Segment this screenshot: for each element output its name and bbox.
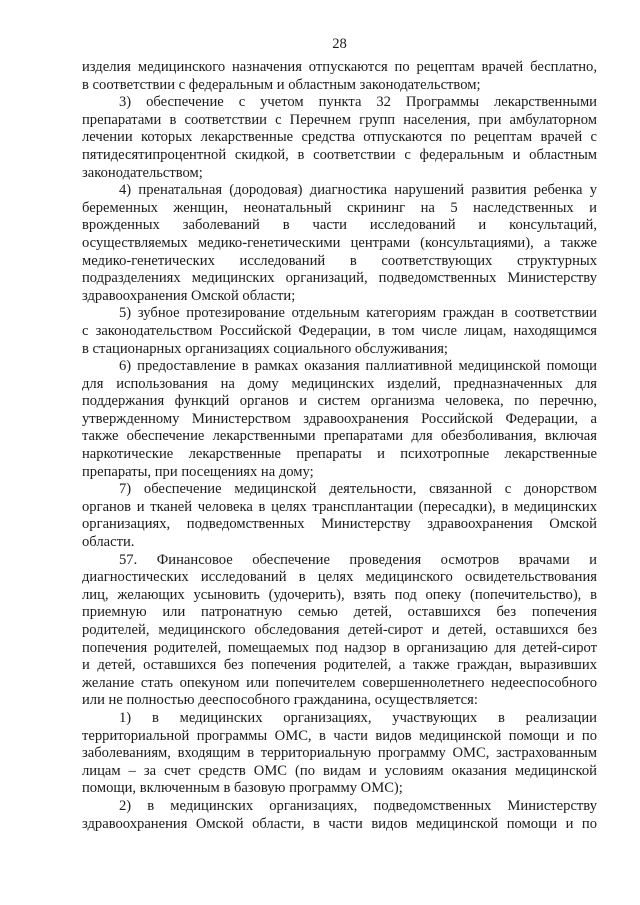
paragraph-line: желание стать опекуном или попечителем совершеннолетнего недееспособного	[82, 674, 597, 691]
paragraph-line: подразделениях медицинских организаций, подведомственных Министерству	[82, 270, 597, 287]
paragraph-line: диагностических исследований в целях медицинского освидетельствования	[82, 569, 597, 586]
list-item-3	[82, 94, 597, 182]
paragraph-line: осуществляемых медико-генетическими центрами (консультациями), а также	[82, 234, 597, 251]
paragraph-line: помощи, включенным в базовую программу ОМС);	[82, 780, 403, 797]
paragraph-line: области.	[82, 534, 135, 551]
paragraph-line: препаратами в соответствии с Перечнем групп населения, при амбулаторном	[82, 111, 597, 128]
continuation-paragraph	[82, 59, 597, 94]
paragraph-line: родителей, медицинского обследования детей-сирот и детей, оставшихся без	[82, 622, 597, 638]
paragraph-line: 7) обеспечение медицинской деятельности, связанной с донорством	[119, 481, 597, 498]
paragraph-line: наркотические лекарственные препараты и психотропные лекарственные	[82, 446, 597, 463]
paragraph-line: 57. Финансовое обеспечение проведения осмотров врачами и	[119, 551, 597, 568]
paragraph-line: приемную или патронатную семью детей, оставшихся без попечения	[82, 604, 597, 621]
paragraph-line: лечении которых лекарственные средства отпускаются по рецептам врачей с	[82, 129, 597, 146]
paragraph-line: в стационарных организациях социального обслуживания;	[82, 340, 448, 357]
list-item-7	[82, 481, 597, 551]
paragraph-line: с законодательством Российской Федерации, в том числе лицам, находящимся	[82, 322, 597, 339]
paragraph-line: поддержания функций органов и систем организма человека, по перечню,	[82, 393, 597, 410]
list-item-6	[82, 358, 597, 481]
paragraph-line: лиц, желающих усыновить (удочерить), взять под опеку (попечительство), в	[82, 586, 597, 603]
paragraph-line: и детей, оставшихся без попечения родителей, а также граждан, выразивших	[82, 657, 597, 674]
paragraph-line: беременных женщин, неонатальный скрининг на 5 наследственных и	[82, 199, 597, 216]
page-number: 28	[332, 36, 347, 52]
paragraph-line: пятидесятипроцентной скидкой, в соответствии с федеральным и областным	[82, 146, 597, 163]
paragraph-line: утвержденному Министерством здравоохранения Российской Федерации, а	[82, 410, 597, 427]
paragraph-line: законодательством;	[82, 164, 203, 181]
paragraph-line: или не полностью дееспособного гражданина, осуществляется:	[82, 692, 478, 709]
list-item-4	[82, 182, 597, 305]
paragraph-line: медико-генетических исследований в соответствующих структурных	[82, 252, 597, 269]
paragraph-line: врожденных заболеваний в части исследований и консультаций,	[82, 217, 597, 234]
paragraph-line: 5) зубное протезирование отдельным категориям граждан в соответствии	[119, 305, 597, 322]
paragraph-line: 3) обеспечение с учетом пункта 32 Программы лекарственными	[119, 94, 597, 111]
list-item-5	[82, 305, 597, 358]
paragraph-line: органов и тканей человека в целях трансплантации (пересадки), в медицинских	[82, 498, 597, 515]
paragraph-line: заболеваниям, входящим в территориальную программу ОМС, застрахованным	[82, 745, 597, 762]
paragraph-line: 1) в медицинских организациях, участвующих в реализации	[119, 709, 597, 726]
list-item-1	[82, 710, 597, 798]
document-body	[82, 59, 597, 833]
clause-57	[82, 552, 597, 710]
paragraph-line: 4) пренатальная (дородовая) диагностика нарушений развития ребенка у	[119, 182, 597, 199]
paragraph-line: территориальной программы ОМС, в части видов медицинской помощи и по	[82, 727, 597, 744]
paragraph-line: препараты, при посещениях на дому;	[82, 463, 314, 480]
paragraph-line: также обеспечение лекарственными препаратами для обезболивания, включая	[82, 428, 597, 445]
paragraph-line: здравоохранения Омской области, в части видов медицинской помощи и по	[82, 815, 597, 832]
paragraph-line: лицам – за счет средств ОМС (по видам и условиям оказания медицинской	[82, 762, 597, 779]
paragraph-line: в соответствии с федеральным и областным законодательством;	[82, 76, 481, 93]
paragraph-line: здравоохранения Омской области;	[82, 287, 296, 304]
paragraph-line: изделия медицинского назначения отпускаются по рецептам врачей бесплатно,	[82, 59, 597, 75]
paragraph-line: попечения родителей, помещаемых под надзор в организацию для детей-сирот	[82, 639, 597, 656]
paragraph-line: для использования на дому медицинских изделий, предназначенных для	[82, 375, 597, 392]
paragraph-line: 6) предоставление в рамках оказания паллиативной медицинской помощи	[119, 358, 597, 375]
list-item-2	[82, 798, 597, 833]
paragraph-line: организациях, подведомственных Министерству здравоохранения Омской	[82, 516, 597, 533]
paragraph-line: 2) в медицинских организациях, подведомственных Министерству	[119, 797, 597, 814]
